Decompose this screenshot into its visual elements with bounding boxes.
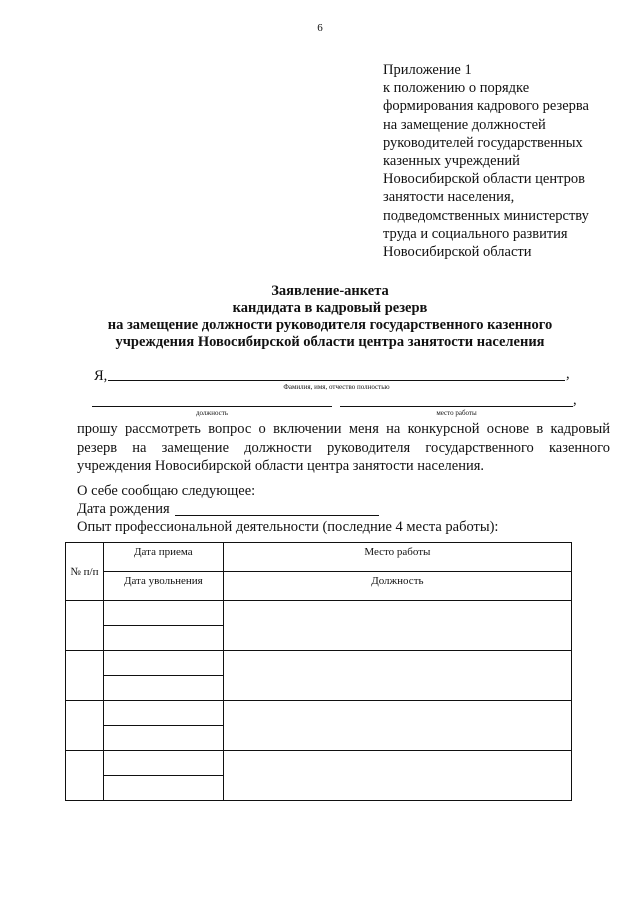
appendix-block xyxy=(383,61,589,261)
title-line: на замещение должности руководителя государственного казенного xyxy=(107,317,553,333)
col-hire-header: Дата приема xyxy=(103,543,223,572)
page-number: 6 xyxy=(317,22,323,34)
col-num-header: № п/п xyxy=(66,543,104,601)
appendix-line: Приложение 1 xyxy=(383,62,472,78)
table-row xyxy=(66,601,572,626)
dismissal-date-cell[interactable] xyxy=(103,726,223,751)
appendix-line: подведомственных министерству xyxy=(383,207,589,224)
birth-date-field[interactable] xyxy=(175,501,379,516)
about-label: О себе сообщаю следующее: xyxy=(77,483,256,499)
birth-date-label: Дата рождения xyxy=(77,501,170,517)
experience-label: Опыт профессиональной деятельности (последние 4 места работы): xyxy=(77,519,499,535)
col-dismissal-header: Дата увольнения xyxy=(103,572,223,601)
document-title xyxy=(60,283,600,351)
hire-date-cell[interactable] xyxy=(103,701,223,726)
fio-caption: Фамилия, имя, отчество полностью xyxy=(283,383,390,391)
workplace-field[interactable] xyxy=(340,393,573,407)
work-experience-table xyxy=(65,542,572,801)
request-line: учреждения Новосибирской области центра занятости населения. xyxy=(77,458,485,475)
workplace-caption: место работы xyxy=(436,409,477,417)
title-line: Заявление-анкета xyxy=(271,283,389,299)
comma: , xyxy=(573,392,577,408)
table-row xyxy=(66,651,572,676)
appendix-line: Новосибирской области xyxy=(383,244,532,261)
title-line: учреждения Новосибирской области центра занятости населения xyxy=(115,334,545,350)
num-cell[interactable] xyxy=(66,701,104,751)
request-line: резерв на замещение должности руководителя государственного казенного xyxy=(77,439,610,456)
workplace-position-cell[interactable] xyxy=(223,651,571,701)
position-field[interactable] xyxy=(92,393,332,407)
col-position-header: Должность xyxy=(223,572,571,601)
dismissal-date-cell[interactable] xyxy=(103,676,223,701)
table-row xyxy=(66,751,572,776)
hire-date-cell[interactable] xyxy=(103,651,223,676)
col-workplace-header: Место работы xyxy=(223,543,571,572)
comma: , xyxy=(566,366,570,382)
appendix-line: руководителей государственных xyxy=(383,134,583,151)
appendix-line: занятости населения, xyxy=(383,189,515,206)
table-header-row xyxy=(66,543,572,572)
table-header-row xyxy=(66,572,572,601)
appendix-line: Новосибирской области центров xyxy=(383,171,585,188)
appendix-line: формирования кадрового резерва xyxy=(383,98,589,115)
workplace-position-cell[interactable] xyxy=(223,751,571,801)
dismissal-date-cell[interactable] xyxy=(103,776,223,801)
title-line: кандидата в кадровый резерв xyxy=(232,300,428,316)
num-cell[interactable] xyxy=(66,601,104,651)
appendix-line: казенных учреждений xyxy=(383,153,520,170)
hire-date-cell[interactable] xyxy=(103,751,223,776)
num-cell[interactable] xyxy=(66,651,104,701)
workplace-position-cell[interactable] xyxy=(223,701,571,751)
table-row xyxy=(66,701,572,726)
num-cell[interactable] xyxy=(66,751,104,801)
appendix-line: к положению о порядке xyxy=(383,80,530,97)
fio-field[interactable] xyxy=(108,366,565,381)
appendix-line: труда и социального развития xyxy=(383,225,568,242)
request-line: прошу рассмотреть вопрос о включении меня на конкурсной основе в кадровый xyxy=(77,421,610,437)
position-caption: должность xyxy=(195,409,229,417)
appendix-line: на замещение должностей xyxy=(383,116,546,133)
ya-label: Я, xyxy=(94,368,108,384)
workplace-position-cell[interactable] xyxy=(223,601,571,651)
dismissal-date-cell[interactable] xyxy=(103,626,223,651)
hire-date-cell[interactable] xyxy=(103,601,223,626)
request-paragraph xyxy=(77,420,610,476)
